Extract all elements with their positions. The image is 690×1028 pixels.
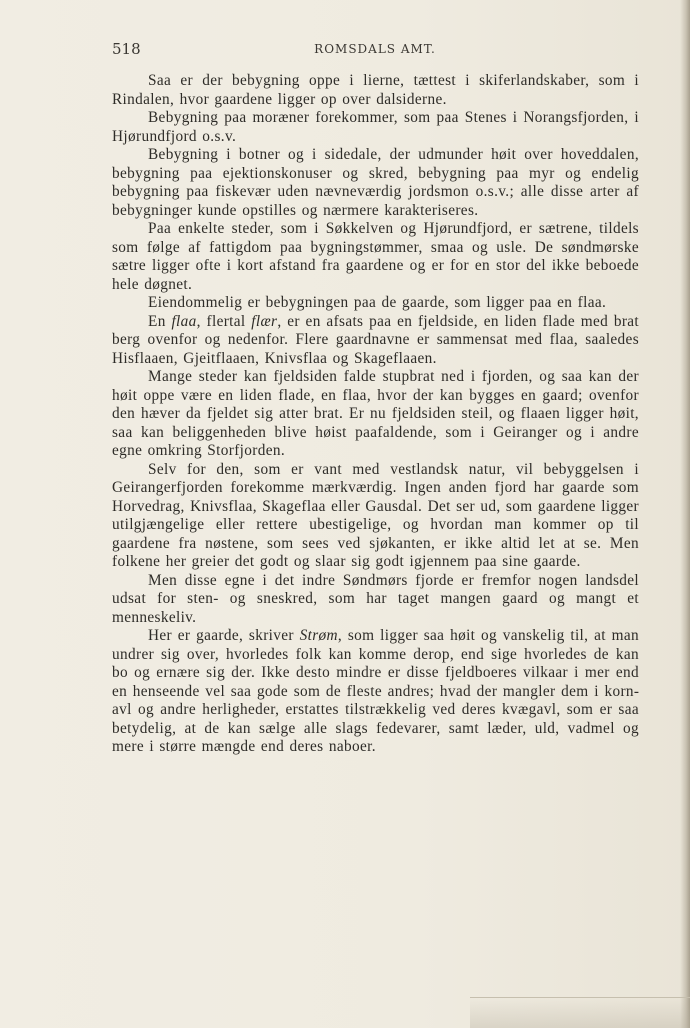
page-edge-shadow xyxy=(680,0,690,1028)
page-header xyxy=(112,40,638,60)
text-segment: Paa enkelte steder, som i Søkkelven og Hjørundfjord, er sætrene, tildels som følge af fattigdom paa bygningstømmer, smaa og usle. De søndmørske sætre ligger ofte i kort afstand fra gaardene og er for en stor del ikke beboede hele døgnet. xyxy=(112,220,639,293)
paragraph xyxy=(112,368,639,461)
paragraph xyxy=(112,72,639,109)
text-segment: Her er gaarde, skriver xyxy=(148,627,300,644)
italic-term: flær xyxy=(251,312,278,330)
page-number: 518 xyxy=(112,40,141,58)
text-segment: , som ligger saa høit og vanskelig til, at man undrer sig over, hvorledes folk kan komme derop, end sige hvorledes de kan bo og ernære sig der. Ikke desto mindre er disse fjeldboeres vilkaar i mer end en henseende vel saa gode som de fleste andres; hvad der mangler dem i kornavl og andre herligheder, erstattes tilstrækkelig ved deres kvægavl, som er saa betydelig, at de kan sælge alle slags fedevarer, samt læder, uld, vadmel og mere i større mængde end deres naboer. xyxy=(112,627,639,755)
page-curl xyxy=(470,997,690,1028)
italic-term: flaa xyxy=(171,312,197,330)
text-segment: Bebygning paa moræner forekommer, som paa Stenes i Norangsfjorden, i Hjørundfjord o.s.v. xyxy=(112,109,639,145)
text-segment: , flertal xyxy=(196,312,252,330)
text-segment: Men disse egne i det indre Søndmørs fjorde er fremfor nogen landsdel udsat for sten- og sneskred, som har taget mangen gaard og mangt et menneskeliv. xyxy=(112,571,639,626)
text-segment: En xyxy=(148,312,172,330)
paragraph xyxy=(112,146,639,220)
paragraph xyxy=(112,109,639,146)
paragraph xyxy=(112,461,639,572)
text-segment: Saa er der bebygning oppe i lierne, tættest i skiferlandskaber, som i Rindalen, hvor gaardene ligger op over dalsiderne. xyxy=(112,72,639,108)
paragraph xyxy=(112,313,639,369)
text-segment: Mange steder kan fjeldsiden falde stupbrat ned i fjorden, og saa kan der høit oppe være en liden flade, en flaa, hvor der kan bygges en gaard; ovenfor den hæver da fjeldet sig atter brat. Er nu fjeldsiden steil, og flaaen ligger høit, saa kan beliggenheden blive høist paafaldende, som i Geiranger og i andre egne omkring Storfjorden. xyxy=(112,368,639,459)
text-segment: Selv for den, som er vant med vestlandsk natur, vil bebyggelsen i Geirangerfjorden forekomme mærkværdig. Ingen anden fjord har gaarde som Horvedrag, Knivsflaa, Skageflaa eller Gausdal. Det ser ud, som gaardene ligger utilgjængelige eller rettere ubestigelige, og hvordan man kommer op til gaardene fra nøstene, som sees ved sjøkanten, er ikke altid let at se. Men folkene her greier det godt og slaar sig godt igjennem paa sine gaarde. xyxy=(112,460,639,570)
running-title: ROMSDALS AMT. xyxy=(314,42,436,56)
text-segment: Bebygning i botner og i sidedale, der udmunder høit over hoveddalen, bebygning paa ejektionskonuser og skred, bebygning paa myr og endelig bebygning paa fiskevær uden nævneværdig jordsmon o.s.v.; alle disse arter af bebygninger kunde opstilles og nærmere karakteriseres. xyxy=(112,146,639,219)
italic-author: Strøm xyxy=(299,627,338,644)
text-segment: Eiendommelig er bebygningen paa de gaarde, som ligger paa en flaa. xyxy=(148,294,607,311)
paragraph xyxy=(112,294,639,313)
paragraph xyxy=(112,572,639,628)
paragraph xyxy=(112,220,639,294)
body-text xyxy=(112,72,639,757)
text-segment: , er en afsats paa en fjeldside, en liden flade med brat berg ovenfor og nedenfor. Flere gaardnavne er sammensat med flaa, saaledes Hisflaaen, Gjeitflaaen, Knivsflaa og Skageflaaen. xyxy=(112,312,640,367)
paragraph xyxy=(112,627,639,757)
